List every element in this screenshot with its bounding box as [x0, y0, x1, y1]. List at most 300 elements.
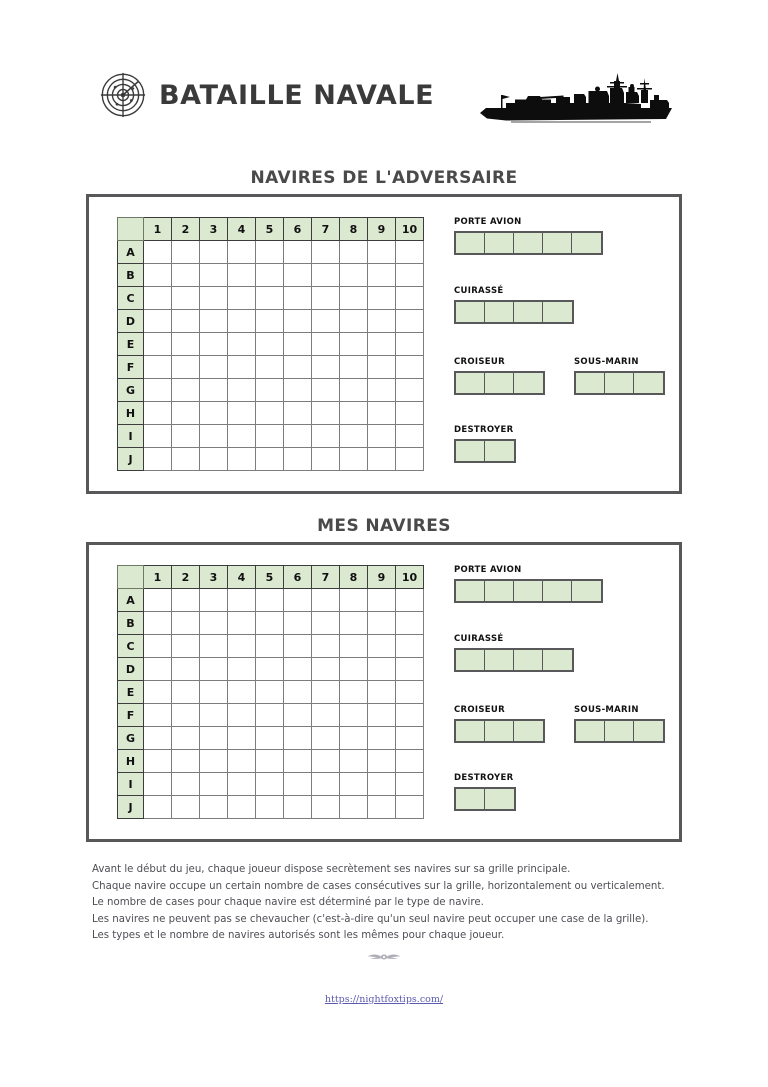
grid-cell-I4[interactable] — [228, 773, 256, 796]
grid-cell-J6[interactable] — [284, 796, 312, 819]
grid-cell-J9[interactable] — [368, 796, 396, 819]
grid-cell-C9[interactable] — [368, 287, 396, 310]
grid-cell-I3[interactable] — [200, 773, 228, 796]
grid-cell-E7[interactable] — [312, 681, 340, 704]
grid-cell-F8[interactable] — [340, 356, 368, 379]
ship-cell[interactable] — [485, 581, 514, 601]
grid-col-header-4: 4 — [228, 566, 256, 589]
grid-row-header-F: F — [118, 356, 144, 379]
grid-cell-I1[interactable] — [144, 425, 172, 448]
ship-cell[interactable] — [514, 233, 543, 253]
grid-cell-J2[interactable] — [172, 448, 200, 471]
grid-cell-E8[interactable] — [340, 681, 368, 704]
grid-cell-E4[interactable] — [228, 333, 256, 356]
grid-cell-D8[interactable] — [340, 658, 368, 681]
grid-cell-B5[interactable] — [256, 264, 284, 287]
grid-col-header-3: 3 — [200, 218, 228, 241]
instruction-line-5: Les types et le nombre de navires autorisés sont les mêmes pour chaque joueur. — [92, 930, 505, 942]
grid-row-C — [118, 287, 424, 310]
battle-grid-adversaire[interactable] — [117, 217, 424, 471]
ship-cell[interactable] — [543, 302, 572, 322]
grid-cell-B1[interactable] — [144, 264, 172, 287]
brand — [100, 72, 434, 118]
ship-cell[interactable] — [485, 789, 514, 809]
grid-cell-A5[interactable] — [256, 241, 284, 264]
grid-cell-E3[interactable] — [200, 681, 228, 704]
grid-cell-B8[interactable] — [340, 264, 368, 287]
grid-cell-G2[interactable] — [172, 379, 200, 402]
grid-cell-D1[interactable] — [144, 658, 172, 681]
grid-cell-D7[interactable] — [312, 310, 340, 333]
grid-cell-F2[interactable] — [172, 356, 200, 379]
grid-cell-D3[interactable] — [200, 310, 228, 333]
grid-cell-E6[interactable] — [284, 681, 312, 704]
grid-cell-C3[interactable] — [200, 287, 228, 310]
grid-cell-B1[interactable] — [144, 612, 172, 635]
grid-cell-F1[interactable] — [144, 704, 172, 727]
grid-cell-D5[interactable] — [256, 658, 284, 681]
grid-cell-D4[interactable] — [228, 310, 256, 333]
grid-cell-D4[interactable] — [228, 658, 256, 681]
grid-cell-J10[interactable] — [396, 448, 424, 471]
grid-cell-F7[interactable] — [312, 356, 340, 379]
grid-cell-J9[interactable] — [368, 448, 396, 471]
grid-cell-F10[interactable] — [396, 356, 424, 379]
grid-cell-C4[interactable] — [228, 635, 256, 658]
ship-cells-cuirass-[interactable] — [454, 300, 574, 324]
grid-cell-G2[interactable] — [172, 727, 200, 750]
grid-cell-J8[interactable] — [340, 796, 368, 819]
grid-cell-B10[interactable] — [396, 612, 424, 635]
grid-cell-G1[interactable] — [144, 379, 172, 402]
grid-cell-B6[interactable] — [284, 612, 312, 635]
grid-cell-H8[interactable] — [340, 750, 368, 773]
grid-cell-I9[interactable] — [368, 425, 396, 448]
grid-cell-H1[interactable] — [144, 750, 172, 773]
grid-cell-D10[interactable] — [396, 310, 424, 333]
ship-block-cuirass- — [454, 286, 574, 324]
grid-cell-E1[interactable] — [144, 333, 172, 356]
grid-row-header-B: B — [118, 612, 144, 635]
grid-cell-D9[interactable] — [368, 310, 396, 333]
grid-cell-J5[interactable] — [256, 448, 284, 471]
grid-cell-H2[interactable] — [172, 402, 200, 425]
grid-cell-C1[interactable] — [144, 287, 172, 310]
grid-cell-G5[interactable] — [256, 379, 284, 402]
ship-cells-destroyer[interactable] — [454, 787, 516, 811]
grid-cell-B7[interactable] — [312, 264, 340, 287]
grid-cell-G8[interactable] — [340, 727, 368, 750]
grid-cell-F9[interactable] — [368, 704, 396, 727]
grid-cell-F6[interactable] — [284, 356, 312, 379]
ship-cell[interactable] — [456, 789, 485, 809]
grid-cell-C3[interactable] — [200, 635, 228, 658]
grid-cell-H7[interactable] — [312, 402, 340, 425]
grid-row-header-I: I — [118, 773, 144, 796]
grid-cell-F4[interactable] — [228, 704, 256, 727]
ship-cell[interactable] — [576, 721, 605, 741]
grid-cell-G8[interactable] — [340, 379, 368, 402]
grid-cell-D5[interactable] — [256, 310, 284, 333]
ship-cell[interactable] — [572, 581, 601, 601]
grid-cell-C8[interactable] — [340, 287, 368, 310]
grid-cell-I7[interactable] — [312, 425, 340, 448]
grid-cell-D7[interactable] — [312, 658, 340, 681]
grid-cell-E6[interactable] — [284, 333, 312, 356]
panel-adversaire — [86, 194, 682, 494]
ship-cell[interactable] — [485, 650, 514, 670]
ship-cells-sous-marin[interactable] — [574, 371, 665, 395]
grid-cell-A10[interactable] — [396, 241, 424, 264]
grid-cell-B8[interactable] — [340, 612, 368, 635]
grid-cell-J4[interactable] — [228, 448, 256, 471]
grid-cell-G10[interactable] — [396, 727, 424, 750]
grid-cell-F1[interactable] — [144, 356, 172, 379]
grid-cell-F3[interactable] — [200, 704, 228, 727]
grid-cell-J3[interactable] — [200, 796, 228, 819]
grid-cell-A4[interactable] — [228, 241, 256, 264]
ship-cell[interactable] — [485, 721, 514, 741]
ship-cell[interactable] — [456, 650, 485, 670]
grid-cell-F7[interactable] — [312, 704, 340, 727]
grid-cell-I2[interactable] — [172, 773, 200, 796]
ship-cell[interactable] — [485, 373, 514, 393]
grid-cell-B4[interactable] — [228, 264, 256, 287]
grid-cell-E9[interactable] — [368, 681, 396, 704]
grid-cell-I6[interactable] — [284, 425, 312, 448]
grid-cell-F8[interactable] — [340, 704, 368, 727]
ship-cell[interactable] — [576, 373, 605, 393]
grid-cell-I8[interactable] — [340, 425, 368, 448]
ship-cells-croiseur[interactable] — [454, 719, 545, 743]
grid-cell-J7[interactable] — [312, 448, 340, 471]
grid-cell-J10[interactable] — [396, 796, 424, 819]
instruction-line-2: Chaque navire occupe un certain nombre de cases consécutives sur la grille, horizontalement ou verticalement. — [92, 880, 665, 892]
grid-cell-E3[interactable] — [200, 333, 228, 356]
grid-cell-D10[interactable] — [396, 658, 424, 681]
grid-cell-C8[interactable] — [340, 635, 368, 658]
grid-cell-G4[interactable] — [228, 379, 256, 402]
grid-cell-E5[interactable] — [256, 333, 284, 356]
grid-col-header-2: 2 — [172, 566, 200, 589]
grid-cell-C10[interactable] — [396, 287, 424, 310]
grid-cell-H9[interactable] — [368, 402, 396, 425]
grid-col-header-7: 7 — [312, 218, 340, 241]
grid-cell-E10[interactable] — [396, 681, 424, 704]
grid-row-F — [118, 356, 424, 379]
grid-cell-I7[interactable] — [312, 773, 340, 796]
grid-cell-J7[interactable] — [312, 796, 340, 819]
grid-cell-C7[interactable] — [312, 635, 340, 658]
grid-cell-I2[interactable] — [172, 425, 200, 448]
grid-cell-I4[interactable] — [228, 425, 256, 448]
grid-cell-H3[interactable] — [200, 750, 228, 773]
ship-cell[interactable] — [634, 721, 663, 741]
grid-row-F — [118, 704, 424, 727]
grid-cell-F2[interactable] — [172, 704, 200, 727]
grid-cell-J8[interactable] — [340, 448, 368, 471]
grid-cell-G6[interactable] — [284, 379, 312, 402]
ship-cell[interactable] — [543, 581, 572, 601]
grid-cell-H10[interactable] — [396, 750, 424, 773]
page-header — [0, 72, 768, 144]
grid-cell-G10[interactable] — [396, 379, 424, 402]
grid-cell-C2[interactable] — [172, 287, 200, 310]
grid-cell-A3[interactable] — [200, 589, 228, 612]
grid-cell-E8[interactable] — [340, 333, 368, 356]
ship-block-porte-avion — [454, 565, 603, 603]
grid-row-I — [118, 773, 424, 796]
grid-cell-A7[interactable] — [312, 589, 340, 612]
grid-cell-C4[interactable] — [228, 287, 256, 310]
ship-label-destroyer: DESTROYER — [454, 425, 514, 435]
grid-cell-C2[interactable] — [172, 635, 200, 658]
grid-cell-D8[interactable] — [340, 310, 368, 333]
grid-cell-A4[interactable] — [228, 589, 256, 612]
ship-cell[interactable] — [514, 721, 543, 741]
grid-cell-B3[interactable] — [200, 612, 228, 635]
ship-cells-porte-avion[interactable] — [454, 579, 603, 603]
grid-row-H — [118, 402, 424, 425]
winged-emblem-icon — [367, 951, 401, 968]
grid-cell-E10[interactable] — [396, 333, 424, 356]
grid-cell-I9[interactable] — [368, 773, 396, 796]
grid-cell-F4[interactable] — [228, 356, 256, 379]
grid-cell-A6[interactable] — [284, 241, 312, 264]
grid-cell-A9[interactable] — [368, 241, 396, 264]
grid-cell-G1[interactable] — [144, 727, 172, 750]
ship-cell[interactable] — [572, 233, 601, 253]
grid-cell-J1[interactable] — [144, 796, 172, 819]
ship-block-sous-marin — [574, 705, 665, 743]
grid-cell-H4[interactable] — [228, 402, 256, 425]
ship-cell[interactable] — [485, 441, 514, 461]
grid-cell-I10[interactable] — [396, 773, 424, 796]
ship-cell[interactable] — [485, 302, 514, 322]
grid-cell-I6[interactable] — [284, 773, 312, 796]
grid-cell-H6[interactable] — [284, 750, 312, 773]
grid-cell-D6[interactable] — [284, 310, 312, 333]
grid-cell-A9[interactable] — [368, 589, 396, 612]
grid-row-B — [118, 264, 424, 287]
ship-cell[interactable] — [456, 581, 485, 601]
grid-cell-D3[interactable] — [200, 658, 228, 681]
grid-row-header-I: I — [118, 425, 144, 448]
grid-cell-H10[interactable] — [396, 402, 424, 425]
grid-cell-H1[interactable] — [144, 402, 172, 425]
grid-cell-A7[interactable] — [312, 241, 340, 264]
grid-row-header-D: D — [118, 310, 144, 333]
grid-cell-C6[interactable] — [284, 635, 312, 658]
grid-cell-D9[interactable] — [368, 658, 396, 681]
grid-col-header-1: 1 — [144, 566, 172, 589]
grid-cell-D2[interactable] — [172, 310, 200, 333]
grid-cell-B10[interactable] — [396, 264, 424, 287]
grid-cell-B2[interactable] — [172, 264, 200, 287]
grid-cell-I5[interactable] — [256, 425, 284, 448]
grid-cell-B2[interactable] — [172, 612, 200, 635]
panel-mes-navires — [86, 542, 682, 842]
ship-cell[interactable] — [605, 373, 634, 393]
grid-cell-D1[interactable] — [144, 310, 172, 333]
grid-cell-G5[interactable] — [256, 727, 284, 750]
grid-cell-J2[interactable] — [172, 796, 200, 819]
grid-col-header-4: 4 — [228, 218, 256, 241]
grid-cell-A8[interactable] — [340, 241, 368, 264]
grid-header-row — [118, 218, 424, 241]
grid-col-header-8: 8 — [340, 566, 368, 589]
ship-label-sous-marin: SOUS-MARIN — [574, 357, 639, 367]
grid-cell-E4[interactable] — [228, 681, 256, 704]
ship-cell[interactable] — [514, 650, 543, 670]
grid-cell-H5[interactable] — [256, 402, 284, 425]
grid-cell-E2[interactable] — [172, 333, 200, 356]
grid-cell-G4[interactable] — [228, 727, 256, 750]
ship-cell[interactable] — [456, 373, 485, 393]
grid-cell-E5[interactable] — [256, 681, 284, 704]
grid-cell-C5[interactable] — [256, 287, 284, 310]
ship-label-porte-avion: PORTE AVION — [454, 217, 522, 227]
grid-cell-B4[interactable] — [228, 612, 256, 635]
ship-cells-destroyer[interactable] — [454, 439, 516, 463]
grid-cell-A2[interactable] — [172, 241, 200, 264]
ship-cell[interactable] — [605, 721, 634, 741]
section-title-adversaire: NAVIRES DE L'ADVERSAIRE — [250, 168, 518, 188]
ship-label-sous-marin: SOUS-MARIN — [574, 705, 639, 715]
grid-cell-E9[interactable] — [368, 333, 396, 356]
ship-cell[interactable] — [485, 233, 514, 253]
grid-cell-G3[interactable] — [200, 379, 228, 402]
grid-cell-G7[interactable] — [312, 379, 340, 402]
ship-cell[interactable] — [514, 302, 543, 322]
grid-cell-D6[interactable] — [284, 658, 312, 681]
ship-cell[interactable] — [543, 650, 572, 670]
grid-cell-A5[interactable] — [256, 589, 284, 612]
grid-body — [118, 241, 424, 471]
ship-cell[interactable] — [456, 233, 485, 253]
grid-col-header-8: 8 — [340, 218, 368, 241]
grid-cell-H2[interactable] — [172, 750, 200, 773]
grid-cell-G9[interactable] — [368, 727, 396, 750]
grid-row-C — [118, 635, 424, 658]
grid-cell-C5[interactable] — [256, 635, 284, 658]
grid-row-header-D: D — [118, 658, 144, 681]
ship-block-sous-marin — [574, 357, 665, 395]
grid-cell-J4[interactable] — [228, 796, 256, 819]
grid-cell-C7[interactable] — [312, 287, 340, 310]
grid-cell-H6[interactable] — [284, 402, 312, 425]
ship-cell[interactable] — [543, 233, 572, 253]
grid-cell-J3[interactable] — [200, 448, 228, 471]
ship-cell[interactable] — [456, 721, 485, 741]
grid-cell-H5[interactable] — [256, 750, 284, 773]
grid-cell-I8[interactable] — [340, 773, 368, 796]
grid-cell-F6[interactable] — [284, 704, 312, 727]
grid-corner-cell — [118, 218, 144, 241]
grid-cell-H7[interactable] — [312, 750, 340, 773]
ship-cells-croiseur[interactable] — [454, 371, 545, 395]
grid-cell-A6[interactable] — [284, 589, 312, 612]
grid-col-header-10: 10 — [396, 218, 424, 241]
grid-cell-B5[interactable] — [256, 612, 284, 635]
grid-cell-H8[interactable] — [340, 402, 368, 425]
grid-cell-F9[interactable] — [368, 356, 396, 379]
ship-cell[interactable] — [514, 373, 543, 393]
grid-col-header-9: 9 — [368, 566, 396, 589]
grid-cell-B9[interactable] — [368, 612, 396, 635]
grid-cell-A8[interactable] — [340, 589, 368, 612]
grid-cell-H3[interactable] — [200, 402, 228, 425]
ship-cell[interactable] — [456, 441, 485, 461]
grid-cell-I10[interactable] — [396, 425, 424, 448]
grid-cell-H4[interactable] — [228, 750, 256, 773]
grid-cell-A2[interactable] — [172, 589, 200, 612]
grid-cell-B6[interactable] — [284, 264, 312, 287]
grid-cell-C10[interactable] — [396, 635, 424, 658]
grid-cell-A10[interactable] — [396, 589, 424, 612]
grid-cell-B9[interactable] — [368, 264, 396, 287]
instruction-line-3: Le nombre de cases pour chaque navire est déterminé par le type de navire. — [92, 897, 484, 909]
grid-cell-C9[interactable] — [368, 635, 396, 658]
grid-cell-A1[interactable] — [144, 241, 172, 264]
grid-cell-G9[interactable] — [368, 379, 396, 402]
page-title: BATAILLE NAVALE — [159, 79, 435, 111]
grid-row-header-E: E — [118, 333, 144, 356]
grid-cell-B3[interactable] — [200, 264, 228, 287]
ship-block-croiseur — [454, 357, 545, 395]
ship-cells-cuirass-[interactable] — [454, 648, 574, 672]
grid-col-header-2: 2 — [172, 218, 200, 241]
grid-cell-G7[interactable] — [312, 727, 340, 750]
ship-cell[interactable] — [514, 581, 543, 601]
ship-block-porte-avion — [454, 217, 603, 255]
grid-cell-D2[interactable] — [172, 658, 200, 681]
grid-cell-E7[interactable] — [312, 333, 340, 356]
grid-cell-J5[interactable] — [256, 796, 284, 819]
grid-cell-C1[interactable] — [144, 635, 172, 658]
grid-cell-B7[interactable] — [312, 612, 340, 635]
grid-cell-I1[interactable] — [144, 773, 172, 796]
grid-col-header-6: 6 — [284, 218, 312, 241]
ship-label-cuirass-: CUIRASSÉ — [454, 286, 504, 296]
grid-cell-F5[interactable] — [256, 704, 284, 727]
ship-cell[interactable] — [634, 373, 663, 393]
grid-cell-G6[interactable] — [284, 727, 312, 750]
grid-cell-E2[interactable] — [172, 681, 200, 704]
grid-cell-E1[interactable] — [144, 681, 172, 704]
ship-cell[interactable] — [456, 302, 485, 322]
grid-col-header-3: 3 — [200, 566, 228, 589]
grid-cell-H9[interactable] — [368, 750, 396, 773]
grid-cell-A1[interactable] — [144, 589, 172, 612]
source-url-link[interactable]: https://nightfoxtips.com/ — [324, 994, 444, 1005]
grid-cell-I5[interactable] — [256, 773, 284, 796]
grid-cell-F3[interactable] — [200, 356, 228, 379]
grid-cell-I3[interactable] — [200, 425, 228, 448]
grid-row-header-G: G — [118, 379, 144, 402]
ship-cells-porte-avion[interactable] — [454, 231, 603, 255]
grid-cell-J1[interactable] — [144, 448, 172, 471]
grid-cell-F10[interactable] — [396, 704, 424, 727]
grid-cell-C6[interactable] — [284, 287, 312, 310]
battle-grid-mes-navires[interactable] — [117, 565, 424, 819]
grid-cell-A3[interactable] — [200, 241, 228, 264]
ship-cells-sous-marin[interactable] — [574, 719, 665, 743]
grid-cell-F5[interactable] — [256, 356, 284, 379]
grid-cell-J6[interactable] — [284, 448, 312, 471]
grid-cell-G3[interactable] — [200, 727, 228, 750]
grid-row-D — [118, 658, 424, 681]
